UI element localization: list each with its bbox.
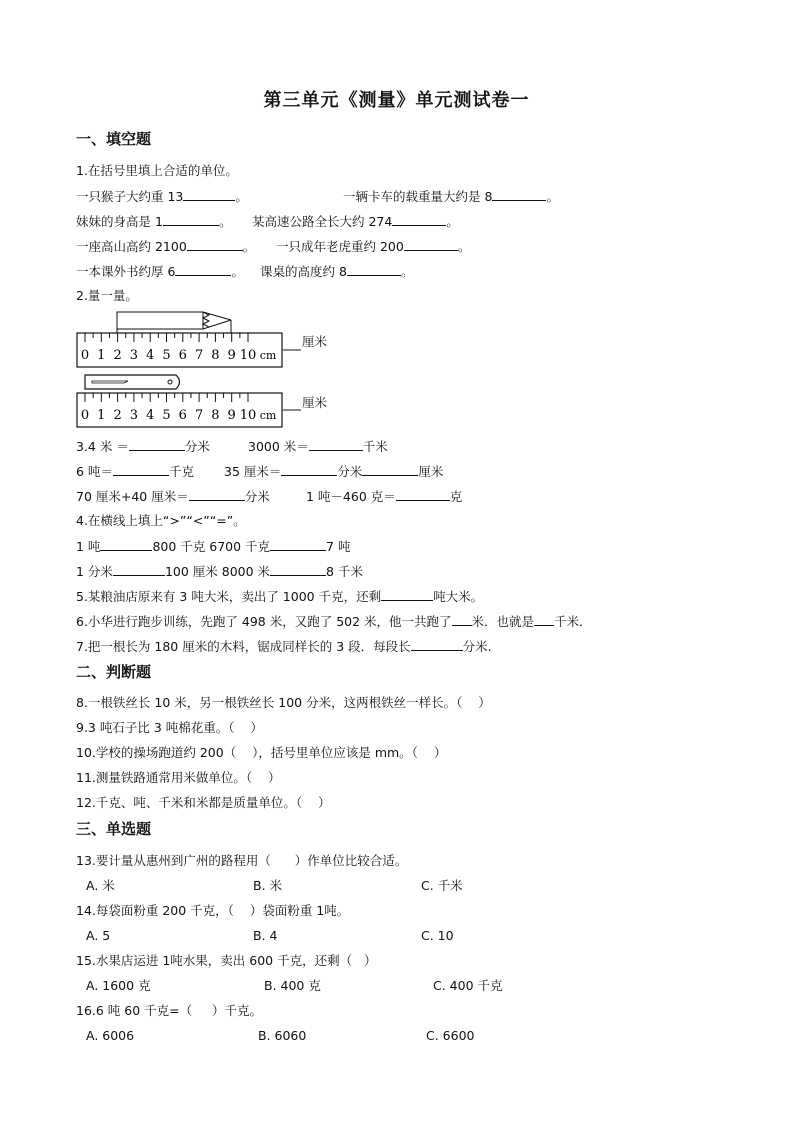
ruler-unit-label: cm — [259, 409, 277, 422]
ruler-tick-label: 8 — [211, 348, 220, 363]
ruler-tick-label: 1 — [97, 408, 106, 423]
answer-blank[interactable] — [113, 563, 165, 576]
q1-row4-right: 课桌的高度约 8 。 — [260, 264, 414, 279]
ruler-1-unit: 厘米 — [302, 334, 328, 349]
ruler-tick-label: 5 — [162, 348, 171, 363]
ruler-1 — [77, 333, 301, 367]
q4-heading: 4.在横线上填上“>”“<”“=”。 — [76, 513, 246, 528]
ruler-tick-label: 10 — [239, 348, 257, 363]
choice-question: 16.6 吨 60 千克=（ ）千克。 — [76, 1003, 262, 1018]
q3-row2: 6 吨＝ 千克 — [76, 464, 194, 479]
q4-row1: 1 吨 800 千克 6700 千克 7 吨 — [76, 539, 351, 554]
judge-item: 9.3 吨石子比 3 吨棉花重。（ ） — [76, 720, 263, 735]
q3-row3-right: 1 吨－460 克＝ 克 — [306, 489, 463, 504]
q3-row1-right: 3000 米＝ 千米 — [248, 439, 388, 454]
answer-blank[interactable] — [492, 188, 546, 201]
ruler-tick-label: 5 — [162, 408, 171, 423]
ruler-tick-label: 10 — [239, 408, 257, 423]
judge-item: 10.学校的操场跑道约 200（ ），括号里单位应该是 mm。（ ） — [76, 745, 447, 760]
ruler-tick-label: 0 — [80, 408, 90, 423]
ruler-tick-label: 3 — [129, 348, 139, 363]
pencil-icon — [117, 312, 231, 335]
judge-item: 8.一根铁丝长 10 米，另一根铁丝长 100 分米，这两根铁丝一样长。（ ） — [76, 695, 491, 710]
q3-row3: 70 厘米+40 厘米＝ 分米 — [76, 489, 270, 504]
q1-row1-right: 一辆卡车的载重量大约是 8 。 — [343, 189, 559, 204]
choice-option-b[interactable]: B. 400 克 — [264, 978, 321, 993]
answer-blank[interactable] — [381, 588, 433, 601]
q3-row2-right: 35 厘米＝ 分米 厘米 — [224, 464, 444, 479]
answer-blank[interactable] — [411, 638, 463, 651]
knife-icon — [85, 375, 180, 389]
ruler-tick-label: 4 — [146, 408, 155, 423]
judge-item: 12.千克、吨、千米和米都是质量单位。（ ） — [76, 795, 331, 810]
q6: 6.小华进行跑步训练，先跑了 498 米，又跑了 502 米，他一共跑了 米．也就是 千米． — [76, 614, 592, 629]
ruler-tick-label: 9 — [227, 348, 236, 363]
choice-option-a[interactable]: A. 5 — [86, 928, 111, 943]
ruler-tick-label: 6 — [178, 348, 187, 363]
judge-item: 11.测量铁路通常用米做单位。（ ） — [76, 770, 281, 785]
ruler-tick-label: 0 — [80, 348, 90, 363]
ruler-tick-label: 2 — [113, 348, 122, 363]
ruler-tick-label: 3 — [129, 408, 139, 423]
ruler-tick-label: 7 — [194, 348, 204, 363]
answer-blank[interactable] — [362, 463, 418, 476]
choice-option-b[interactable]: B. 米 — [253, 878, 283, 893]
q1-row2-right: 某高速公路全长大约 274 。 — [252, 214, 459, 229]
ruler-unit-label: cm — [259, 349, 277, 362]
answer-blank[interactable] — [270, 563, 326, 576]
rulers-figure — [0, 305, 793, 435]
answer-blank[interactable] — [452, 613, 472, 626]
q3-row1: 3.4 米 ＝ 分米 — [76, 439, 210, 454]
section-judgment: 二、判断题 — [76, 663, 152, 681]
choice-option-c[interactable]: C. 10 — [421, 928, 454, 943]
ruler-tick-label: 4 — [146, 348, 155, 363]
choice-option-a[interactable]: A. 1600 克 — [86, 978, 151, 993]
answer-blank[interactable] — [175, 263, 231, 276]
answer-blank[interactable] — [309, 438, 363, 451]
q1-row3-right: 一只成年老虎重约 200 。 — [276, 239, 471, 254]
q2-heading: 2.量一量。 — [76, 288, 138, 303]
choice-question: 15.水果店运进 1吨水果，卖出 600 千克，还剩（ ） — [76, 953, 377, 968]
q1-heading: 1.在括号里填上合适的单位。 — [76, 163, 238, 178]
choice-question: 14.每袋面粉重 200 千克，（ ）袋面粉重 1吨。 — [76, 903, 350, 918]
answer-blank[interactable] — [396, 488, 450, 501]
page-title: 第三单元《测量》单元测试卷一 — [263, 90, 530, 111]
answer-blank[interactable] — [113, 463, 169, 476]
choice-option-c[interactable]: C. 400 千克 — [433, 978, 503, 993]
section-single-choice: 三、单选题 — [76, 820, 152, 838]
ruler-tick-label: 9 — [227, 408, 236, 423]
answer-blank[interactable] — [100, 538, 152, 551]
ruler-tick-label: 1 — [97, 348, 106, 363]
choice-option-b[interactable]: B. 6060 — [258, 1028, 307, 1043]
ruler-tick-label: 8 — [211, 408, 220, 423]
answer-blank[interactable] — [392, 213, 446, 226]
answer-blank[interactable] — [281, 463, 337, 476]
answer-blank[interactable] — [189, 488, 245, 501]
choice-option-a[interactable]: A. 6006 — [86, 1028, 135, 1043]
answer-blank[interactable] — [347, 263, 401, 276]
answer-blank[interactable] — [163, 213, 219, 226]
choice-option-a[interactable]: A. 米 — [86, 878, 115, 893]
answer-blank[interactable] — [404, 238, 458, 251]
q1-row2-left: 妹妹的身高是 1 。 — [76, 214, 232, 229]
ruler-tick-label: 2 — [113, 408, 122, 423]
q1-row4-left: 一本课外书约厚 6 。 — [76, 264, 244, 279]
choice-option-c[interactable]: C. 6600 — [426, 1028, 475, 1043]
ruler-tick-label: 6 — [178, 408, 187, 423]
choice-question: 13.要计量从惠州到广州的路程用（ ）作单位比较合适。 — [76, 853, 408, 868]
answer-blank[interactable] — [187, 238, 243, 251]
q7: 7.把一根长为 180 厘米的木料，锯成同样长的 3 段．每段长 分米. — [76, 639, 492, 654]
q4-row2: 1 分米 100 厘米 8000 米 8 千米 — [76, 564, 363, 579]
ruler-2-unit: 厘米 — [302, 395, 328, 410]
q1-row1-left: 一只猴子大约重 13 。 — [76, 189, 248, 204]
q1-row3-left: 一座高山高约 2100 。 — [76, 239, 256, 254]
ruler-2 — [77, 393, 301, 427]
choice-option-b[interactable]: B. 4 — [253, 928, 278, 943]
answer-blank[interactable] — [183, 188, 235, 201]
choice-option-c[interactable]: C. 千米 — [421, 878, 463, 893]
q5: 5.某粮油店原来有 3 吨大米，卖出了 1000 千克，还剩 吨大米。 — [76, 589, 484, 604]
answer-blank[interactable] — [534, 613, 554, 626]
answer-blank[interactable] — [129, 438, 185, 451]
section-fill-blank: 一、填空题 — [76, 130, 152, 148]
ruler-tick-label: 7 — [194, 408, 204, 423]
answer-blank[interactable] — [270, 538, 326, 551]
